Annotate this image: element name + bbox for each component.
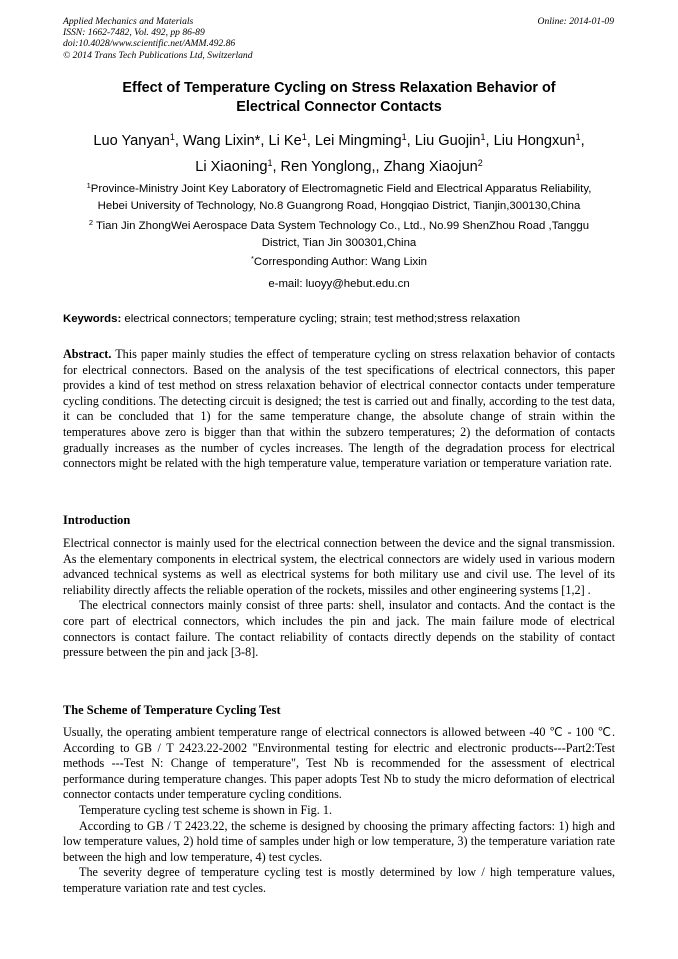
paragraph: The electrical connectors mainly consist of three parts: shell, insulator and contacts. And the contact is the core part of electrical connectors, which includes the pin and jack. The main failure mode of electrical connectors is contact failure. The contact reliability of contacts directly depends on the stability of contact pressure between the pin and jack [3-8]. [63, 598, 615, 660]
copyright-line: © 2014 Trans Tech Publications Ltd, Switzerland [63, 49, 253, 61]
affil-sup: 2 [477, 158, 483, 168]
affiliation-text: Tian Jin ZhongWei Aerospace Data System Technology Co., Ltd., No.99 ShenZhou Road ,Tanggu [96, 220, 590, 232]
paragraph: Usually, the operating ambient temperature range of electrical connectors is allowed between -40 ℃ - 100 ℃. According to GB / T 2423.22-2002 "Environmental testing for electric and electronic products---Part2:Test methods ---Test N: Change of temperature", Test Nb is recommended for the assessment of electrical performance during temperature changes. This paper adopts Test Nb to study the micro deformation of electrical connector contacts under temperature cycling conditions. [63, 725, 615, 802]
scheme-heading: The Scheme of Temperature Cycling Test [63, 703, 281, 717]
affil-sup: 1 [575, 132, 581, 142]
abstract-text: This paper mainly studies the effect of temperature cycling on stress relaxation behavior of contacts for electrical connectors. Based on the analysis of the test specifications of electrical connectors, this paper provides a kind of test method on stress relaxation behavior of electrical connector contacts under temperature cycling conditions. The detecting circuit is designed; the test is carried out and finally, according to the test data, it can be concluded that 1) for the same temperature change, the absolute change of strain within the temperatures above zero is bigger than that within the subzero temperatures; 2) the deformation of contacts gradually increases as the number of cycles increases. The length of the degradation process for electrical connectors might be related with the high temperature value, temperature variation or temperature variation rate. [63, 347, 615, 471]
affiliation-1 [63, 181, 615, 215]
issn-line: ISSN: 1662-7482, Vol. 492, pp 86-89 [63, 27, 205, 39]
journal-header [63, 16, 253, 61]
abstract [63, 347, 615, 472]
author-line-2 [63, 154, 615, 180]
author-name: Li Xiaoning [195, 159, 268, 175]
affil-sup: 1 [480, 132, 486, 142]
author-sep: , [580, 133, 585, 149]
affiliation-text: Hebei University of Technology, No.8 Guangrong Road, Hongqiao District, Tianjin,300130,China [97, 200, 581, 212]
scheme-body [63, 725, 615, 897]
author-name: , Liu Hongxun [485, 133, 576, 149]
title-line-2: Electrical Connector Contacts [236, 99, 442, 115]
email: e-mail: luoyy@hebut.edu.cn [268, 278, 410, 290]
affiliation-text: Province-Ministry Joint Key Laboratory of Electromagnetic Field and Electrical Apparatus Reliability, [90, 183, 592, 195]
paragraph: According to GB / T 2423.22, the scheme is designed by choosing the primary affecting factors: 1) high and low temperature values, 2) hold time of samples under high or low temperature, 3) the temperature variation rate between the high and low temperature, 4) test cycles. [63, 818, 615, 864]
introduction-body [63, 536, 615, 661]
author-name: , Wang Lixin*, Li Ke [174, 133, 302, 149]
journal-name: Applied Mechanics and Materials [63, 16, 194, 27]
author-list [63, 128, 615, 180]
author-name: Luo Yanyan [93, 133, 170, 149]
affil-sup: 1 [301, 132, 307, 142]
author-name: , Lei Mingming [306, 133, 402, 149]
online-date: Online: 2014-01-09 [537, 16, 614, 27]
keywords [63, 311, 615, 327]
paper-title [63, 79, 615, 117]
affil-sup: 1 [169, 132, 175, 142]
author-name: , Ren Yonglong,, Zhang Xiaojun [272, 159, 478, 175]
author-line-1 [63, 128, 615, 154]
paragraph: Temperature cycling test scheme is shown in Fig. 1. [79, 802, 332, 817]
keywords-label: Keywords: [63, 313, 122, 325]
affil-sup: 2 [88, 218, 94, 227]
title-line-1: Effect of Temperature Cycling on Stress Relaxation Behavior of [122, 80, 556, 96]
keywords-text: electrical connectors; temperature cycling; strain; test method;stress relaxation [121, 313, 521, 325]
affiliation-text: District, Tian Jin 300301,China [261, 237, 417, 249]
corr-mark: * [251, 254, 254, 263]
paragraph: The severity degree of temperature cycling test is mostly determined by low / high temperature values, temperature variation rate and test cycles. [63, 865, 615, 895]
corresponding-author [63, 254, 615, 271]
affil-sup: 1 [267, 158, 273, 168]
author-name: , Liu Guojin [406, 133, 481, 149]
affiliation-2 [63, 218, 615, 252]
introduction-heading: Introduction [63, 513, 131, 527]
paragraph: Electrical connector is mainly used for the electrical connection between the device and the signal transmission. As the elementary components in electrical system, the electrical connectors are widely used in various modern advanced technical systems as well as electrical systems for both military use and civil use. The level of its reliability directly affects the reliable operation of the rockets, missiles and other engineering systems [1,2] . [63, 536, 615, 597]
doi-line: doi:10.4028/www.scientific.net/AMM.492.86 [63, 38, 236, 50]
corr-text: Corresponding Author: Wang Lixin [253, 256, 427, 268]
abstract-label: Abstract. [63, 347, 112, 361]
affil-sup: 1 [401, 132, 407, 142]
affil-sup: 1 [86, 181, 91, 190]
